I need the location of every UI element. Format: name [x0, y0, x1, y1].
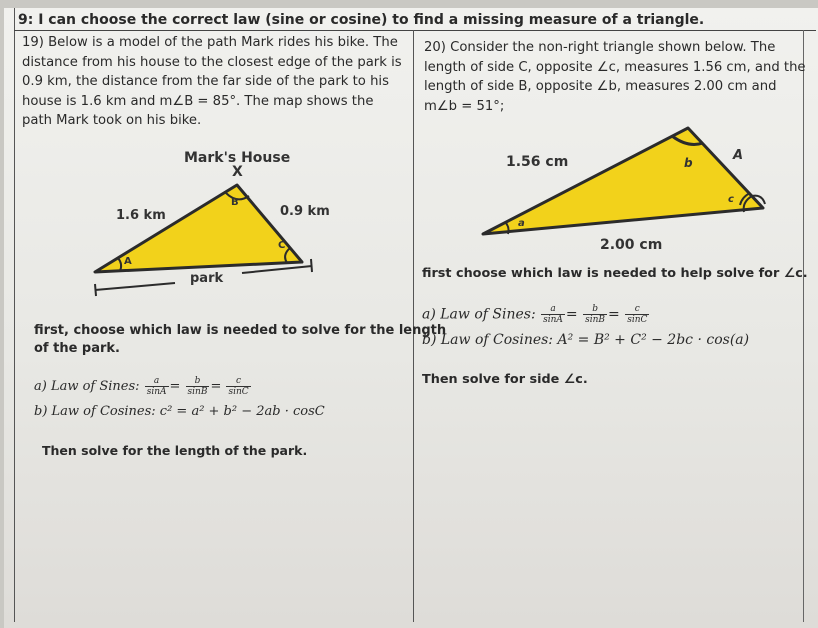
problem-20-then: Then solve for side ∠c. — [422, 372, 588, 387]
angle-a-label-20: a — [518, 218, 525, 229]
problem-19-law-of-cosines: b) Law of Cosines: c² = a² + b² − 2ab · cosC — [34, 404, 325, 419]
problem-19-line: distance from his house to the closest edge of the park is — [22, 54, 402, 70]
fraction-denominator: sinB — [585, 315, 606, 325]
problem-20-line: length of side B, opposite ∠b, measures 2.00 cm and — [424, 79, 777, 94]
fraction-denominator: sinC — [627, 315, 648, 325]
problem-19-line: house is 1.6 km and m∠B = 85°. The map shows the — [22, 93, 374, 109]
angle-a-label: A — [124, 256, 132, 267]
fraction-denominator: sinC — [228, 387, 249, 397]
fraction-numerator: a — [145, 376, 169, 387]
angle-c-label: C — [278, 240, 286, 251]
park-length-line-right — [242, 266, 312, 273]
right-triangle-shape — [483, 128, 763, 234]
marks-house-label: Mark's House — [184, 150, 291, 166]
fraction-numerator: b — [186, 376, 210, 387]
fraction-denominator: sinA — [146, 387, 167, 397]
fraction-numerator: a — [541, 304, 565, 315]
park-length-line-left — [95, 283, 175, 290]
fraction-c-over-sinc — [625, 304, 649, 325]
park-length-tick-right — [311, 259, 312, 272]
problem-19-line: 0.9 km, the distance from the far side of the park to his — [22, 74, 389, 89]
problem-20-line: length of side C, opposite ∠c, measures 1.56 cm, and the — [424, 59, 806, 75]
instruction-line: of the park. — [34, 341, 120, 356]
problem-20-line: 20) Consider the non-right triangle shown below. The — [424, 40, 776, 55]
instruction-line: first, choose which law is needed to solve for the length — [34, 323, 447, 338]
problem-19-line: path Mark took on his bike. — [22, 113, 202, 128]
angle-b-label: B — [231, 197, 239, 208]
side-0-9-km-label: 0.9 km — [280, 204, 330, 219]
fraction-numerator: b — [583, 304, 607, 315]
fraction-numerator: c — [625, 304, 649, 315]
problem-20-law-of-cosines: b) Law of Cosines: A² = B² + C² − 2bc · cos(a) — [422, 332, 750, 348]
angle-c-label-20: c — [728, 194, 734, 205]
law-of-sines-prefix: a) Law of Sines: — [34, 379, 140, 394]
fraction-c-over-sinc — [226, 376, 250, 397]
park-label: park — [190, 271, 224, 286]
fraction-denominator: sinA — [543, 315, 563, 325]
problem-19-instruction — [34, 322, 446, 358]
problem-20-law-of-sines: a) Law of Sines: $\frac{a}{\sin A}$ = $\frac{b}{\sin B}$ = $\frac{c}{\sin C}$ — [422, 304, 648, 325]
fraction-denominator: sinB — [187, 387, 208, 397]
fraction-numerator: c — [226, 376, 250, 387]
fraction-b-over-sinb — [583, 304, 607, 325]
side-1-6-km-label: 1.6 km — [116, 208, 166, 223]
page-title: 9: I can choose the correct law (sine or cosine) to find a missing measure of a triangle. — [18, 12, 705, 28]
fraction-a-over-sina — [541, 304, 565, 325]
side-1-56-cm-label: 1.56 cm — [506, 154, 569, 170]
park-length-tick-left — [95, 284, 96, 296]
problem-20-instruction: first choose which law is needed to help solve for ∠c. — [422, 266, 808, 281]
problem-20-line: m∠b = 51°; — [424, 98, 505, 114]
problem-19-then: Then solve for the length of the park. — [42, 443, 308, 458]
problem-19-line: 19) Below is a model of the path Mark rides his bike. The — [22, 35, 398, 50]
vertex-a-label-20: A — [733, 148, 744, 163]
side-2-00-cm-label: 2.00 cm — [600, 237, 663, 253]
fraction-a-over-sina — [145, 376, 169, 397]
angle-b-label-20: b — [684, 156, 693, 170]
law-of-sines-prefix: a) Law of Sines: — [422, 306, 536, 323]
fraction-b-over-sinb — [186, 376, 210, 397]
problem-19-law-of-sines: a) Law of Sines: $\frac{a}{\sin A}$ = $\frac{b}{\sin B}$ = $\frac{c}{\sin C}$ — [34, 376, 249, 397]
house-x-mark: X — [232, 164, 243, 180]
